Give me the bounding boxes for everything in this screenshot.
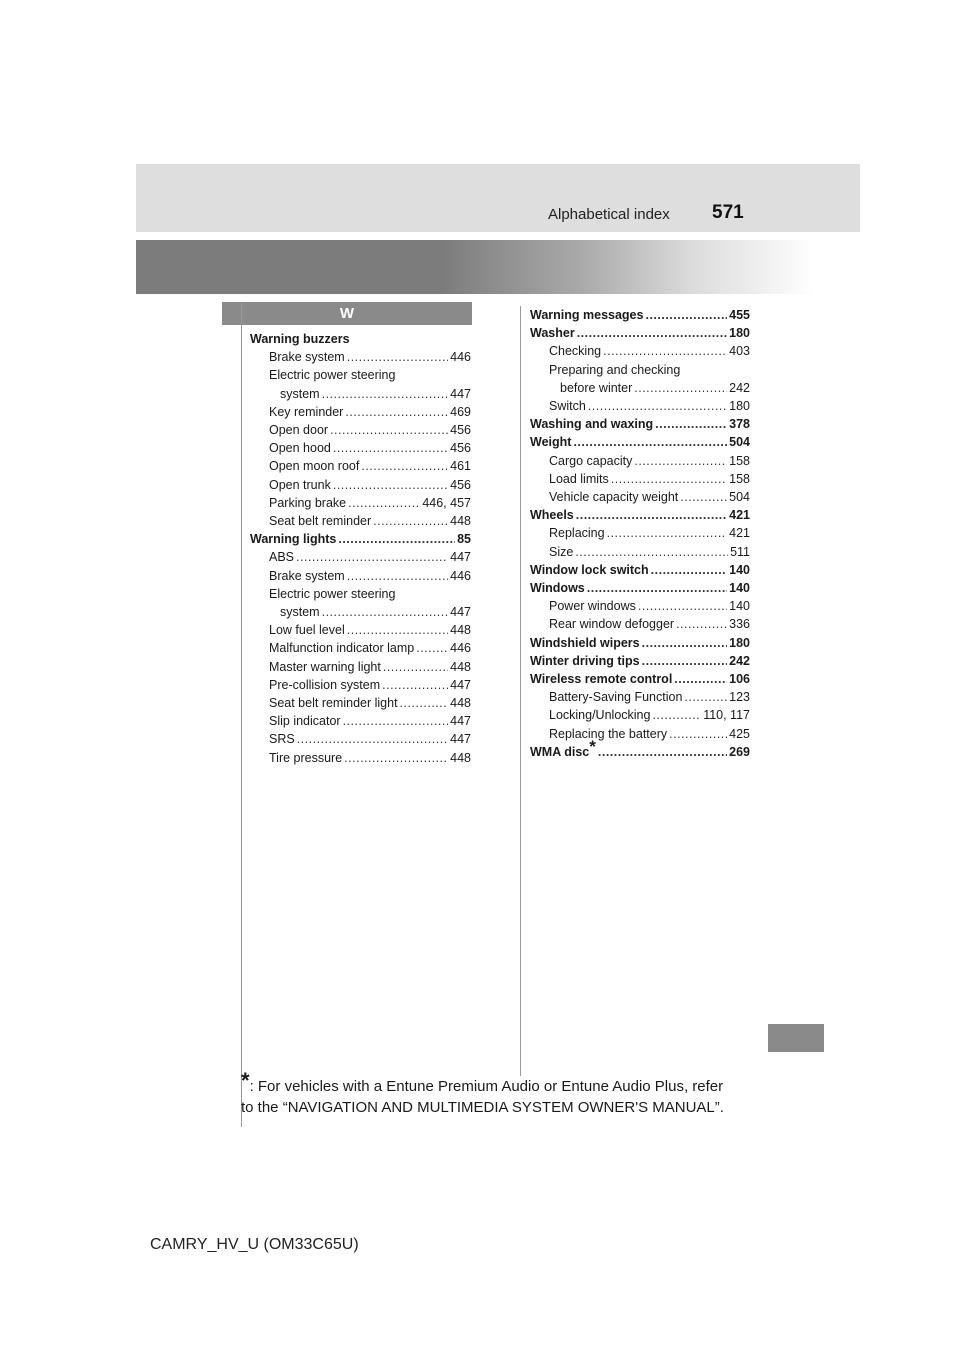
dot-leader (347, 567, 448, 585)
entry-text: Power windows (549, 599, 636, 614)
entry-page-ref: 336 (729, 617, 750, 632)
entry-page-ref: 140 (729, 562, 750, 577)
entry-page-ref: 448 (450, 696, 471, 711)
entry-page-ref: 180 (729, 326, 750, 341)
entry-page-ref: 446, 457 (422, 495, 471, 510)
dot-leader (383, 658, 448, 676)
entry-page-ref: 455 (729, 308, 750, 322)
entry-page-ref: 180 (729, 399, 750, 414)
index-subentry (530, 688, 750, 706)
index-subentry (250, 348, 471, 366)
index-subentry (530, 706, 750, 724)
entry-page-ref: 456 (450, 423, 471, 438)
entry-text: Replacing the battery (549, 726, 668, 741)
entry-text: Seat belt reminder (269, 514, 372, 529)
index-entry (250, 530, 471, 548)
index-subentry (250, 639, 471, 657)
entry-text: Winter driving tips (530, 653, 640, 668)
index-entry (530, 506, 750, 524)
dot-leader (348, 494, 420, 512)
entry-text: Parking brake (269, 495, 347, 510)
entry-page-ref: 446 (450, 568, 471, 583)
dot-leader (634, 452, 727, 470)
index-subentry (530, 452, 750, 470)
index-subentry (530, 725, 750, 743)
index-subentry (250, 567, 471, 585)
index-subentry (250, 712, 471, 730)
entry-page-ref: 85 (457, 532, 471, 547)
index-subentry (530, 470, 750, 488)
entry-page-ref: 123 (729, 690, 750, 705)
entry-text: Master warning light (269, 659, 381, 674)
dot-leader (674, 670, 727, 688)
index-subentry (530, 597, 750, 615)
dot-leader (347, 621, 448, 639)
index-entry (250, 330, 471, 348)
index-subentry (530, 361, 750, 379)
index-subentry (250, 730, 471, 748)
entry-page-ref: 447 (450, 677, 471, 692)
index-entry (530, 415, 750, 433)
dot-leader (638, 597, 727, 615)
entry-page-ref: 180 (729, 635, 750, 650)
dot-leader (347, 348, 448, 366)
entry-page-ref: 448 (450, 659, 471, 674)
index-subentry (530, 342, 750, 360)
entry-text: Open trunk (269, 477, 331, 492)
index-subentry (250, 694, 471, 712)
entry-page-ref: 446 (450, 641, 471, 656)
entry-page-ref: 110, 117 (703, 708, 750, 723)
entry-page-ref: 421 (729, 508, 750, 523)
chapter-tab-marker (768, 1024, 824, 1052)
entry-text: Key reminder (269, 404, 344, 419)
entry-text: Tire pressure (269, 750, 343, 765)
dot-leader (684, 688, 727, 706)
entry-text: Open door (269, 423, 329, 438)
dot-leader (669, 725, 727, 743)
entry-text: system (280, 386, 320, 401)
entry-text: Malfunction indicator lamp (269, 641, 415, 656)
entry-page-ref: 461 (450, 459, 471, 474)
entry-page-ref: 447 (450, 714, 471, 729)
index-entry (530, 736, 750, 761)
index-column-right (530, 306, 750, 761)
decorative-gradient-bar (136, 240, 816, 294)
index-entry (530, 561, 750, 579)
dot-leader (344, 749, 448, 767)
entry-text: Washer (530, 326, 575, 341)
dot-leader (400, 694, 449, 712)
entry-text: Locking/Unlocking (549, 708, 651, 723)
entry-page-ref: 158 (729, 453, 750, 468)
entry-page-ref: 448 (450, 750, 471, 765)
dot-leader (587, 579, 727, 597)
entry-page-ref: 456 (450, 441, 471, 456)
dot-leader (343, 712, 449, 730)
dot-leader (642, 652, 728, 670)
entry-page-ref: 158 (729, 471, 750, 486)
entry-text: Windshield wipers (530, 635, 640, 650)
column-divider (520, 306, 521, 1076)
dot-leader (598, 743, 727, 761)
dot-leader (296, 548, 448, 566)
footnote (241, 1068, 756, 1118)
index-subentry (250, 658, 471, 676)
index-subentry (530, 524, 750, 542)
entry-text: Open moon roof (269, 459, 360, 474)
footnote-text-1: : For vehicles with a Entune Premium Audio or Entune Audio Plus, refer (249, 1078, 724, 1095)
entry-text: Load limits (549, 471, 609, 486)
entry-page-ref: 447 (450, 550, 471, 565)
entry-page-ref: 456 (450, 477, 471, 492)
index-subentry (250, 603, 471, 621)
entry-text: Battery-Saving Function (549, 690, 683, 705)
entry-text: Switch (549, 399, 586, 414)
dot-leader (607, 524, 728, 542)
index-entry (530, 433, 750, 451)
footnote-line-1 (241, 1068, 756, 1097)
footnote-reference-marker: * (589, 736, 596, 756)
entry-page-ref: 140 (729, 599, 750, 614)
index-entry (530, 324, 750, 342)
index-subentry (530, 543, 750, 561)
index-subentry (530, 488, 750, 506)
index-subentry (250, 585, 471, 603)
entry-page-ref: 447 (450, 605, 471, 620)
entry-text: Warning lights (250, 532, 337, 547)
index-entry (530, 634, 750, 652)
index-subentry (250, 548, 471, 566)
entry-text: Pre-collision system (269, 677, 381, 692)
entry-text: Low fuel level (269, 623, 345, 638)
index-subentry (250, 512, 471, 530)
dot-leader (322, 603, 449, 621)
entry-text: Rear window defogger (549, 617, 675, 632)
header-band (136, 164, 860, 232)
dot-leader (577, 324, 727, 342)
entry-page-ref: 106 (729, 672, 750, 687)
dot-leader (576, 506, 727, 524)
dot-leader (333, 476, 448, 494)
entry-text: Vehicle capacity weight (549, 490, 679, 505)
entry-text: SRS (269, 732, 295, 747)
dot-leader (345, 403, 448, 421)
section-letter-header: W (222, 302, 472, 325)
index-entry (530, 670, 750, 688)
entry-text: Brake system (269, 568, 345, 583)
dot-leader (322, 385, 449, 403)
entry-text: Seat belt reminder light (269, 696, 398, 711)
dot-leader (333, 439, 448, 457)
entry-page-ref: 504 (729, 435, 750, 450)
entry-text: Washing and waxing (530, 417, 654, 432)
footnote-line-2: to the “NAVIGATION AND MULTIMEDIA SYSTEM OWNER'S MANUAL”. (241, 1099, 724, 1116)
entry-page-ref: 378 (729, 417, 750, 432)
index-entry (530, 579, 750, 597)
index-subentry (250, 621, 471, 639)
index-subentry (250, 494, 471, 512)
entry-page-ref: 425 (729, 726, 750, 741)
index-column-left (250, 330, 471, 767)
entry-text: Checking (549, 344, 602, 359)
entry-page-ref: 448 (450, 514, 471, 529)
entry-page-ref: 421 (729, 526, 750, 541)
dot-leader (573, 433, 727, 451)
entry-text: Electric power steering (269, 586, 396, 601)
entry-page-ref: 504 (729, 490, 750, 505)
entry-page-ref: 140 (729, 581, 750, 596)
entry-text: WMA disc* (530, 736, 596, 759)
entry-page-ref: 448 (450, 623, 471, 638)
entry-page-ref: 269 (729, 744, 750, 759)
dot-leader (651, 561, 727, 579)
entry-page-ref: 469 (450, 404, 471, 419)
dot-leader (676, 615, 727, 633)
dot-leader (611, 470, 727, 488)
entry-text: Window lock switch (530, 562, 649, 577)
index-subentry (250, 476, 471, 494)
entry-text: system (280, 605, 320, 620)
index-subentry (250, 366, 471, 384)
dot-leader (588, 397, 727, 415)
dot-leader (652, 706, 701, 724)
entry-page-ref: 446 (450, 350, 471, 365)
dot-leader (382, 676, 448, 694)
index-subentry (250, 421, 471, 439)
dot-leader (680, 488, 727, 506)
entry-text: Cargo capacity (549, 453, 633, 468)
dot-leader (373, 512, 448, 530)
entry-page-ref: 242 (729, 653, 750, 668)
entry-text: Warning buzzers (250, 332, 350, 346)
entry-page-ref: 242 (729, 380, 750, 395)
entry-text: Brake system (269, 350, 345, 365)
index-subentry (250, 749, 471, 767)
entry-text: Wireless remote control (530, 672, 673, 687)
dot-leader (645, 306, 727, 324)
left-margin-rule (241, 302, 242, 1127)
entry-text: Open hood (269, 441, 331, 456)
dot-leader (361, 457, 448, 475)
dot-leader (655, 415, 727, 433)
footnote-marker: * (241, 1068, 250, 1093)
index-subentry (250, 439, 471, 457)
index-subentry (530, 397, 750, 415)
index-subentry (250, 457, 471, 475)
entry-text: Windows (530, 581, 585, 596)
dot-leader (297, 730, 448, 748)
index-subentry (250, 676, 471, 694)
dot-leader (642, 634, 728, 652)
entry-page-ref: 403 (729, 344, 750, 359)
entry-text: Slip indicator (269, 714, 341, 729)
dot-leader (330, 421, 448, 439)
entry-page-ref: 447 (450, 386, 471, 401)
dot-leader (416, 639, 448, 657)
page-header-title: Alphabetical index (548, 206, 670, 223)
entry-text: Preparing and checking (549, 362, 681, 377)
index-subentry (250, 385, 471, 403)
dot-leader (634, 379, 727, 397)
entry-text: ABS (269, 550, 295, 565)
index-subentry (530, 379, 750, 397)
entry-page-ref: 447 (450, 732, 471, 747)
index-entry (530, 652, 750, 670)
dot-leader (338, 530, 455, 548)
entry-text: Size (549, 544, 574, 559)
index-entry (530, 306, 750, 324)
page-number: 571 (712, 202, 744, 223)
index-subentry (530, 615, 750, 633)
entry-text: Wheels (530, 508, 574, 523)
document-code: CAMRY_HV_U (OM33C65U) (150, 1236, 359, 1253)
entry-page-ref: 511 (730, 544, 750, 559)
index-subentry (250, 403, 471, 421)
entry-text: Electric power steering (269, 368, 396, 383)
entry-text: Warning messages (530, 308, 644, 322)
entry-text: before winter (560, 380, 633, 395)
dot-leader (575, 543, 728, 561)
entry-text: Replacing (549, 526, 605, 541)
dot-leader (603, 342, 727, 360)
entry-text: Weight (530, 435, 572, 450)
